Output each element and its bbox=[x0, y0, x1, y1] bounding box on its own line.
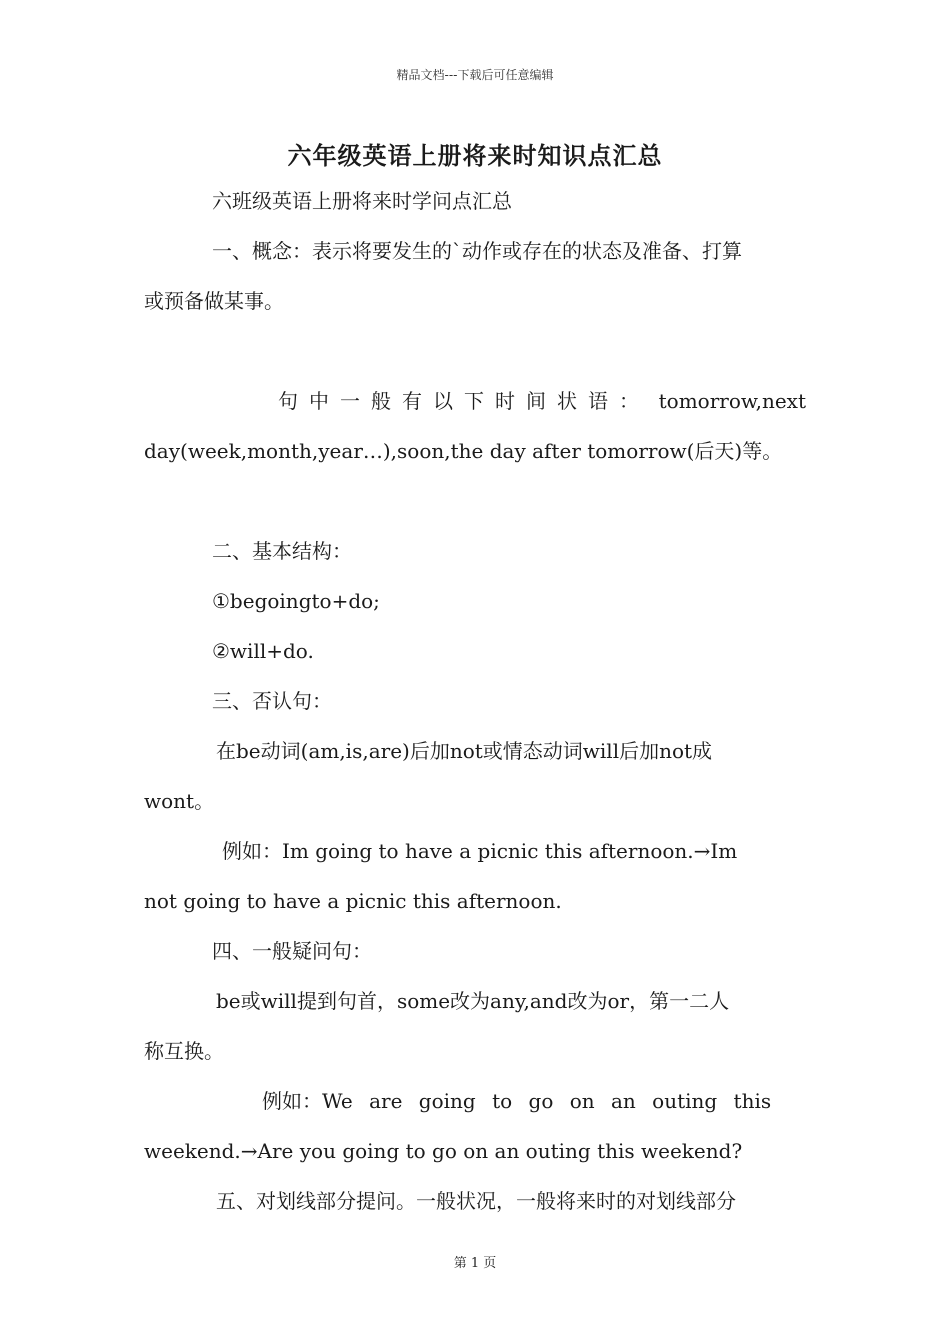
paragraph-negative-example-line2: not going to have a picnic this afternoon. bbox=[144, 889, 562, 913]
page-header: 精品文档---下载后可任意编辑 bbox=[396, 68, 554, 82]
paragraph-structure-item1: ①begoingto+do; bbox=[212, 589, 380, 613]
time-adverbials-value: tomorrow,next bbox=[658, 389, 806, 413]
page-number: 第 1 页 bbox=[453, 1256, 497, 1271]
paragraph-time-adverbials-line1 bbox=[278, 386, 806, 416]
paragraph-question-example-line2: weekend.→Are you going to go on an outing this weekend? bbox=[144, 1139, 743, 1163]
paragraph-structure-heading: 二、基本结构： bbox=[212, 539, 352, 563]
paragraph-question-heading: 四、一般疑问句： bbox=[212, 939, 372, 963]
paragraph-negative-line1: 在be动词(am,is,are)后加not或情态动词will后加not成 bbox=[216, 739, 713, 763]
paragraph-question-line2: 称互换。 bbox=[144, 1039, 224, 1063]
paragraph-question-example-line1: 例如：We are going to go on an outing this bbox=[262, 1089, 772, 1113]
paragraph-time-adverbials-line2: day(week,month,year…),soon,the day after tomorrow(后天)等。 bbox=[144, 439, 783, 463]
paragraph-concept-line1: 一、概念：表示将要发生的`动作或存在的状态及准备、打算 bbox=[212, 239, 742, 263]
time-adverbials-label: 句中一般有以下时间状语： bbox=[278, 389, 650, 413]
paragraph-negative-line2: wont。 bbox=[144, 789, 215, 813]
paragraph-concept-line2: 或预备做某事。 bbox=[144, 289, 284, 313]
paragraph-wh-question-line1: 五、对划线部分提问。一般状况，一般将来时的对划线部分 bbox=[216, 1189, 736, 1213]
paragraph-structure-item2: ②will+do. bbox=[212, 639, 314, 663]
paragraph-subtitle: 六班级英语上册将来时学问点汇总 bbox=[212, 189, 512, 213]
paragraph-question-line1: be或will提到句首，some改为any,and改为or，第一二人 bbox=[216, 989, 730, 1013]
paragraph-negative-example-line1: 例如：Im going to have a picnic this afternoon.→Im bbox=[222, 839, 738, 863]
paragraph-negative-heading: 三、否认句： bbox=[212, 689, 332, 713]
document-title: 六年级英语上册将来时知识点汇总 bbox=[287, 141, 663, 170]
